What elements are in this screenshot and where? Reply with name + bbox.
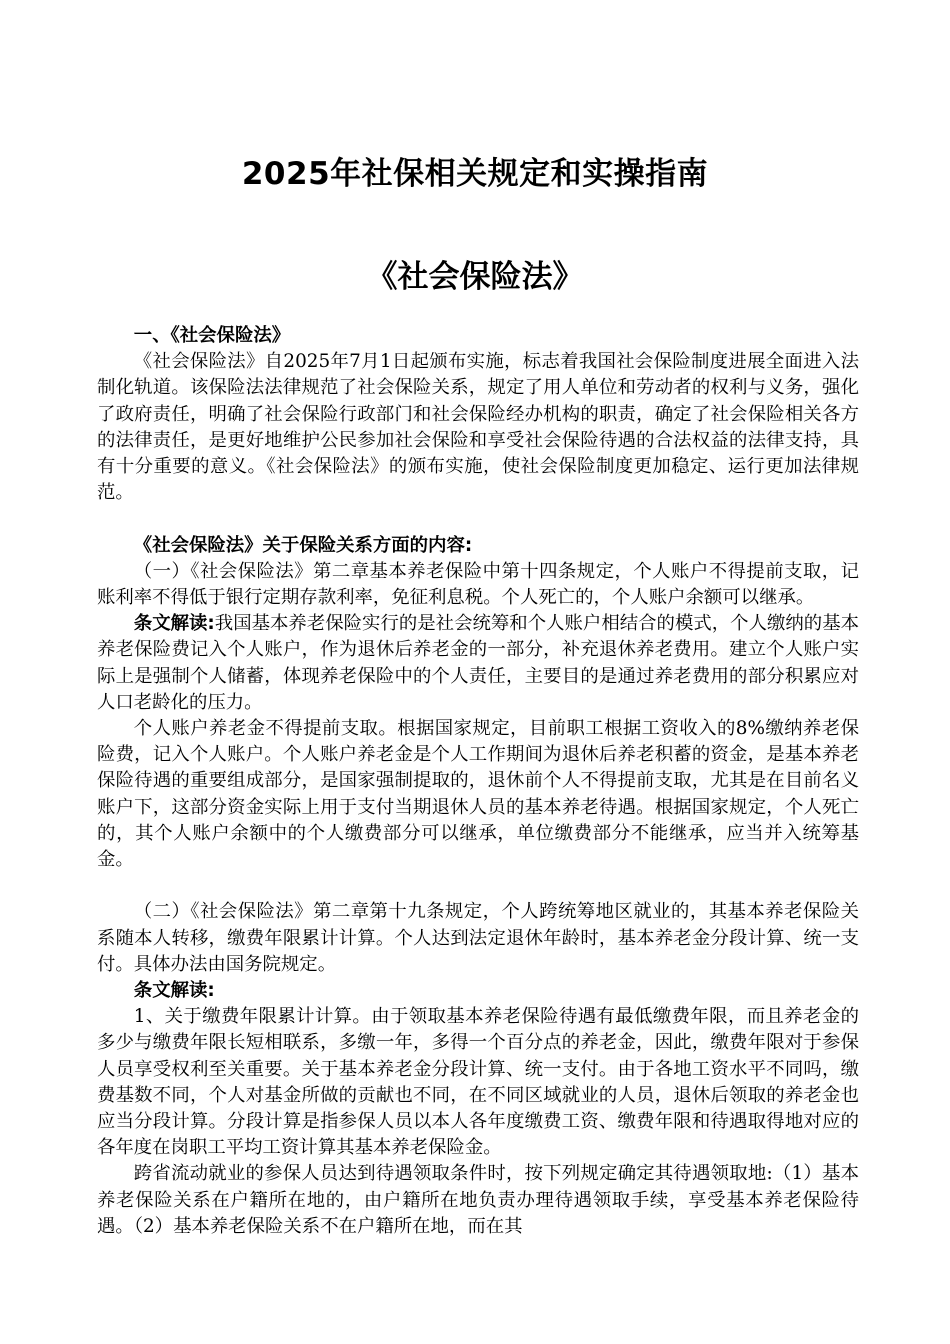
section-heading-1: 一、《社会保险法》 xyxy=(133,325,291,346)
blank-line xyxy=(97,873,859,899)
paragraph-item-1: （一）《社会保险法》第二章基本养老保险中第十四条规定，个人账户不得提前支取，记账利率不得低于银行定期存款利率，免征利息税。个人死亡的，个人账户余额可以继承。 xyxy=(97,560,859,609)
paragraph-item-2: （二）《社会保险法》第二章第十九条规定，个人跨统筹地区就业的，其基本养老保险关系随本人转移，缴费年限累计计算。个人达到法定退休年龄时，基本养老金分段计算、统一支付。具体办法由国务院规定。 xyxy=(97,901,859,975)
interpretation-label: 条文解读: xyxy=(133,613,215,635)
paragraph-item-1-detail: 个人账户养老金不得提前支取。根据国家规定，目前职工根据工资收入的8%缴纳养老保险费，记入个人账户。个人账户养老金是个人工作期间为退休后养老积蓄的资金，是基本养老保险待遇的重要组成部分，是国家强制提取的，退休前个人不得提前支取，尤其是在目前名义账户下，这部分资金实际上用于支付当期退休人员的基本养老待遇。根据国家规定，个人死亡的，其个人账户余额中的个人缴费部分可以继承，单位缴费部分不能继承，应当并入统筹基金。 xyxy=(97,718,859,871)
paragraph-item-2-point-2: 跨省流动就业的参保人员达到待遇领取条件时，按下列规定确定其待遇领取地:（1）基本养老保险关系在户籍所在地的，由户籍所在地负责办理待遇领取手续，享受基本养老保险待遇。（2）基本养老保险关系不在户籍所在地，而在其 xyxy=(97,1163,859,1237)
document-subtitle: 《社会保险法》 xyxy=(366,259,584,295)
interpretation-text: 我国基本养老保险实行的是社会统筹和个人账户相结合的模式，个人缴纳的基本养老保险费记入个人账户，作为退休后养老金的一部分，补充退休养老费用。建立个人账户实际上是强制个人储蓄，体现养老保险中的个人责任，主要目的是通过养老费用的部分积累应对人口老龄化的压力。 xyxy=(97,613,859,713)
paragraph-intro: 《社会保险法》自2025年7月1日起颁布实施，标志着我国社会保险制度进展全面进入法制化轨道。该保险法法律规范了社会保险关系，规定了用人单位和劳动者的权利与义务，强化了政府责任，明确了社会保险行政部门和社会保险经办机构的职责，确定了社会保险相关各方的法律责任，是更好地维护公民参加社会保险和享受社会保险待遇的合法权益的法律支持，具有十分重要的意义。《社会保险法》的颁布实施，使社会保险制度更加稳定、运行更加法律规范。 xyxy=(97,351,859,504)
document-title: 2025年社保相关规定和实操指南 xyxy=(241,156,709,192)
document-body xyxy=(97,323,859,1240)
section-heading-2: 《社会保险法》关于保险关系方面的内容: xyxy=(133,534,473,556)
paragraph-item-1-interpretation xyxy=(97,611,859,716)
blank-line xyxy=(97,506,859,532)
paragraph-item-2-point-1: 1、关于缴费年限累计计算。由于领取基本养老保险待遇有最低缴费年限，而且养老金的多少与缴费年限长短相联系，多缴一年，多得一个百分点的养老金，因此，缴费年限对于参保人员享受权利至关重要。关于基本养老金分段计算、统一支付。由于各地工资水平不同吗，缴费基数不同，个人对基金所做的贡献也不同，在不同区域就业的人员，退休后领取的养老金也应当分段计算。分段计算是指参保人员以本人各年度缴费工资、缴费年限和待遇取得地对应的各年度在岗职工平均工资计算其基本养老保险金。 xyxy=(97,1006,859,1159)
interpretation-label-2: 条文解读: xyxy=(133,980,215,1002)
